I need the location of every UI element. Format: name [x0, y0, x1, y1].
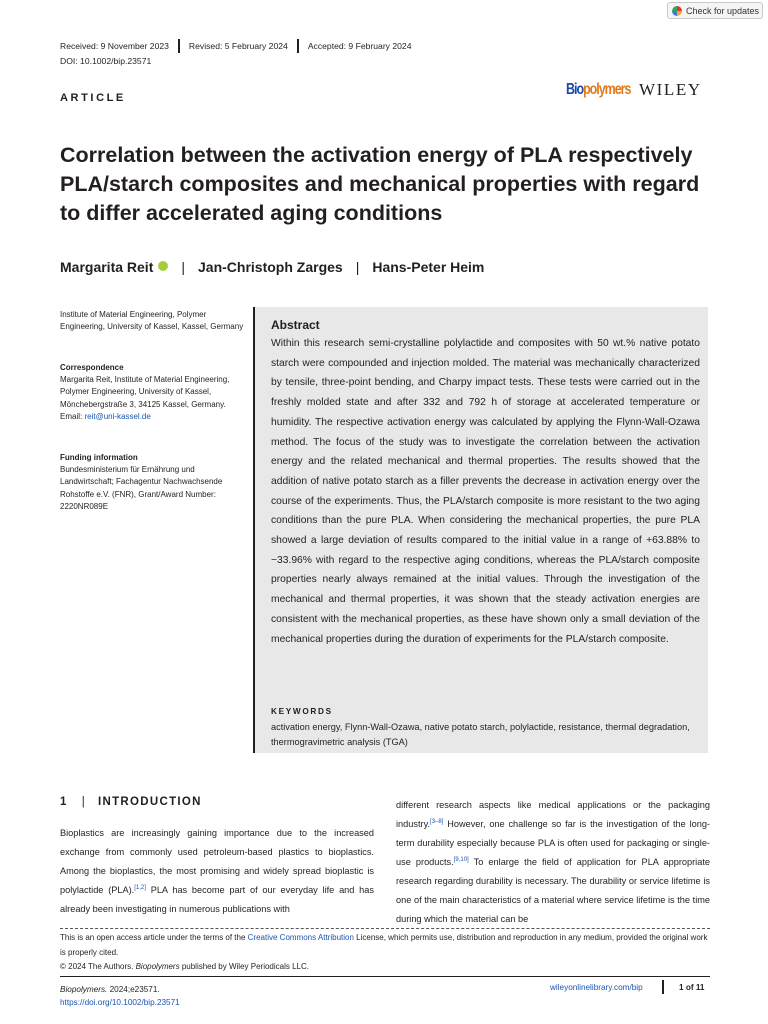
funding-text: Bundesministerium für Ernährung und Landwirtschaft; Fachagentur Nachwachsende Rohstoffe e.V. (FNR), Grant/Award Number: 2220NR089E: [60, 465, 223, 511]
footer-separator: [662, 980, 664, 994]
body-column-right: [396, 796, 710, 929]
footer-divider: [60, 976, 710, 977]
email-label: Email:: [60, 411, 85, 421]
article-history: [60, 39, 411, 53]
check-for-updates-label: Check for updates: [686, 6, 760, 16]
email-line: [60, 411, 250, 423]
correspondence-text: Margarita Reit, Institute of Material Engineering, Polymer Engineering, University of Kassel, Mönchebergstraße 3, 34125 Kassel, Germany.: [60, 375, 230, 409]
email-link[interactable]: reit@uni-kassel.de: [84, 411, 151, 421]
journal-site-link[interactable]: wileyonlinelibrary.com/bip: [550, 983, 643, 992]
copyright-journal: Biopolymers: [135, 962, 180, 971]
citation-ref[interactable]: [1,2]: [134, 884, 146, 891]
divider: [178, 39, 180, 53]
footer-citation: [60, 983, 180, 1009]
publisher-logo: WILEY: [639, 80, 702, 99]
affiliation: Institute of Material Engineering, Polymer Engineering, University of Kassel, Kassel, Germany: [60, 310, 244, 332]
author-name[interactable]: Hans-Peter Heim: [372, 259, 485, 275]
keywords-heading: KEYWORDS: [271, 707, 333, 716]
check-for-updates-button[interactable]: [667, 2, 763, 19]
section-separator: |: [81, 796, 86, 808]
footer-journal: Biopolymers.: [60, 985, 108, 994]
license-link[interactable]: Creative Commons Attribution: [247, 933, 354, 942]
paragraph-text: To enlarge the field of application for PLA appropriate research regarding durability is necessary. The durability or service lifetime is one of the main characteristics of a material where service lifetime is the time during which the material can be: [396, 857, 710, 924]
body-column-left: [60, 824, 374, 919]
copyright-text: © 2024 The Authors.: [60, 962, 136, 971]
paragraph-text: Bioplastics are increasingly gaining importance due to the increased exchange from commonly used petroleum-based plastics to bioplastics. Among the bioplastics, the most promising and widely spread bioplastic is polylactide (PLA).: [60, 828, 374, 895]
citation-ref[interactable]: [9,10]: [453, 856, 469, 863]
correspondence: [60, 362, 250, 423]
keywords-text: activation energy, Flynn-Wall-Ozawa, native potato starch, polylactide, resistance, thermal degradation, thermogravimetric analysis (TGA): [271, 722, 690, 747]
funding-heading: Funding information: [60, 453, 138, 462]
paragraph-text: PLA has become part of our everyday life and has already been investigating in numerous publications with: [60, 885, 374, 914]
page-number: 1 of 11: [679, 983, 705, 992]
license-text: This is an open access article under the terms of the: [60, 933, 248, 942]
abstract-heading: Abstract: [271, 318, 320, 332]
copyright-text: published by Wiley Periodicals LLC.: [179, 962, 309, 971]
journal-logo-part1: Bio: [566, 81, 584, 98]
footer-citation-text: 2024;e23571.: [107, 985, 160, 994]
license-notice: [60, 931, 710, 975]
divider: [297, 39, 299, 53]
received-date: Received: 9 November 2023: [60, 41, 169, 51]
citation-ref[interactable]: [3–8]: [430, 818, 444, 825]
footer-doi-link[interactable]: https://doi.org/10.1002/bip.23571: [60, 998, 180, 1007]
author-separator: |: [181, 259, 185, 275]
license-text: License, which permits use, distribution and reproduction in any medium, provided the original work is properly cited.: [60, 933, 708, 957]
journal-logo: [566, 81, 630, 99]
author-name[interactable]: Jan-Christoph Zarges: [198, 259, 343, 275]
funding-information: [60, 452, 250, 513]
orcid-icon[interactable]: [158, 261, 168, 271]
paragraph-text: different research aspects like medical applications or the packaging industry.: [396, 800, 710, 829]
revised-date: Revised: 5 February 2024: [188, 41, 288, 51]
section-title: INTRODUCTION: [98, 796, 202, 808]
paragraph-text: However, one challenge so far is the investigation of the long-term durability especially because PLA is often used for packaging or single-use products.: [396, 819, 710, 867]
correspondence-heading: Correspondence: [60, 363, 124, 372]
article-title: Correlation between the activation energy of PLA respectively PLA/starch composites and mechanical properties with regard to differ accelerated aging conditions: [60, 143, 700, 225]
crossmark-icon: [672, 6, 682, 16]
author-separator: |: [355, 259, 360, 275]
license-divider: [60, 928, 710, 929]
accepted-date: Accepted: 9 February 2024: [307, 41, 412, 51]
author-name[interactable]: Margarita Reit: [60, 259, 154, 275]
abstract-rule: [253, 307, 255, 753]
journal-logo-part2: polymers: [583, 81, 631, 98]
section-heading: [60, 796, 202, 808]
section-number: 1: [60, 796, 68, 808]
doi: DOI: 10.1002/bip.23571: [60, 56, 152, 66]
abstract-text: Within this research semi-crystalline polylactide and composites with 50 wt.% native potato starch were compounded and injection molded. The material was mechanically characterized by tensile, three-point bending, and Charpy impact tests. These tests were carried out in the freshly molded state and after 332 and 792 h of storage at accelerated temperature or humidity. The respective activation energy was calculated by applying the Flynn-Wall-Ozawa method. The focus of the study was to investigate the correlation between the activation energy and the related mechanical and thermal properties. The results showed that the addition of native potato starch as a filler prevents the decrease in activation energy over the course of the experiments. Thus, the PLA/starch composite is more resistant to the two aging conditions than the pure PLA. When considering the mechanical properties, the pure PLA showed a large deviation of results compared to the initial value in a range of +63.88% to −33.96% with regard to the respective aging conditions, whereas the PLA/starch composite properties nearly always remained at the initial values. Through the investigation of the mechanical and thermal properties, it was shown that the steady activation energies are consistent with the mechanical properties, as these have shown only a small deviation of the mechanical properties during the duration of experiments for the PLA/starch composite.: [271, 338, 700, 645]
article-type: ARTICLE: [60, 92, 126, 104]
author-list: [60, 259, 484, 275]
